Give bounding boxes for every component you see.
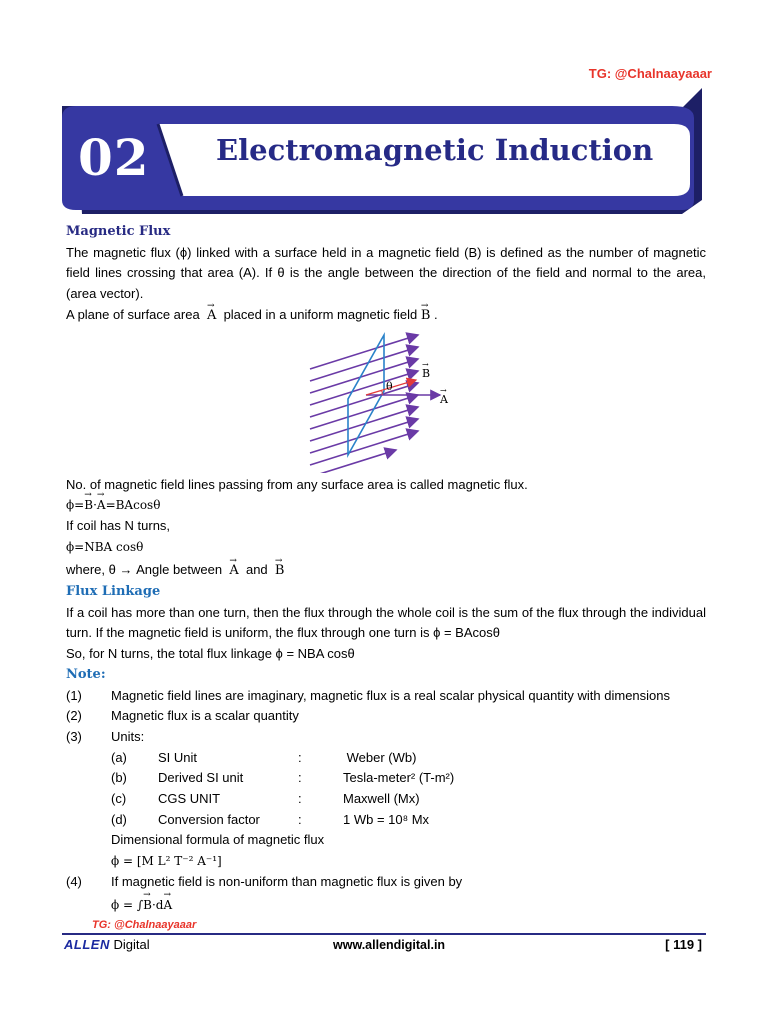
equation-flux: ϕ=→ B·→ A=BAcosθ [66, 495, 706, 516]
telegram-handle-bottom: TG: @Chalnaayaaar [92, 919, 197, 931]
label-a: A [440, 392, 448, 406]
equation-n-turns: ϕ=NBA cosθ [66, 539, 144, 554]
note-item: (1) Magnetic field lines are imaginary, magnetic flux is a real scalar physical quantity with dimensions [66, 687, 671, 703]
label-b: B [422, 366, 431, 380]
footer-url[interactable]: www.allendigital.in [333, 938, 446, 952]
heading-note: Note: [66, 666, 106, 682]
equation-integral: ϕ = ∫→ B·d→ A [66, 895, 706, 916]
chapter-number: 02 [78, 128, 150, 187]
flux-diagram-svg [66, 331, 706, 473]
note-item: (2) Magnetic flux is a scalar quantity [66, 708, 299, 724]
svg-text:→: → [440, 385, 447, 395]
paragraph-flux-definition: The magnetic flux (ϕ) linked with a surface held in a magnetic field (B) is defined as the number of magnetic field lines crossing that area (A). If θ is the angle between the direction of the field and normal to the area, (area vector). [66, 244, 706, 302]
paragraph-n-turns-linkage: So, for N turns, the total flux linkage ϕ = NBA cosθ [66, 646, 355, 662]
heading-flux-linkage: Flux Linkage [66, 584, 161, 600]
note-item: (3) Units: [66, 728, 145, 744]
paragraph-plane-area: A plane of surface area → A placed in a uniform magnetic field → B . [66, 305, 706, 327]
dimension-formula: ϕ = [M L² T⁻² A⁻¹] [111, 854, 222, 869]
flux-diagram [66, 331, 706, 473]
dimension-label: Dimensional formula of magnetic flux [111, 832, 325, 848]
allen-digital-logo: ALLEN Digital [64, 937, 150, 952]
paragraph-n-turns: If coil has N turns, [66, 517, 171, 533]
vector-b: → B [421, 306, 431, 327]
chapter-title: Electromagnetic Induction [216, 133, 654, 167]
paragraph-field-lines: No. of magnetic field lines passing from any surface area is called magnetic flux. [66, 476, 528, 492]
field-lines [310, 335, 418, 473]
paragraph-flux-linkage: If a coil has more than one turn, then the flux through the whole coil is the sum of the flux through the individual turn. If the magnetic field is uniform, the flux through one turn is ϕ = BAcosθ [66, 604, 706, 641]
svg-text:→: → [422, 359, 429, 369]
unit-row: (a) SI Unit : Weber (Wb) [111, 749, 417, 765]
page-number: [ 119 ] [665, 937, 702, 952]
unit-row: (d) Conversion factor : 1 Wb = 10⁸ Mx [111, 811, 430, 827]
heading-magnetic-flux: Magnetic Flux [66, 224, 171, 239]
paragraph-where: where, θ → Angle between → A and → B [66, 560, 706, 582]
vector-a: → A [207, 306, 216, 327]
unit-row: (b) Derived SI unit : Tesla-meter² (T-m²) [111, 770, 455, 786]
unit-row: (c) CGS UNIT : Maxwell (Mx) [111, 791, 420, 807]
footer-divider [62, 933, 706, 935]
page-content [66, 222, 706, 915]
telegram-handle-top: TG: @Chalnaayaaar [588, 66, 712, 81]
label-theta: θ [386, 379, 393, 393]
note-item: (4) If magnetic field is non-uniform than magnetic flux is given by [66, 873, 463, 889]
